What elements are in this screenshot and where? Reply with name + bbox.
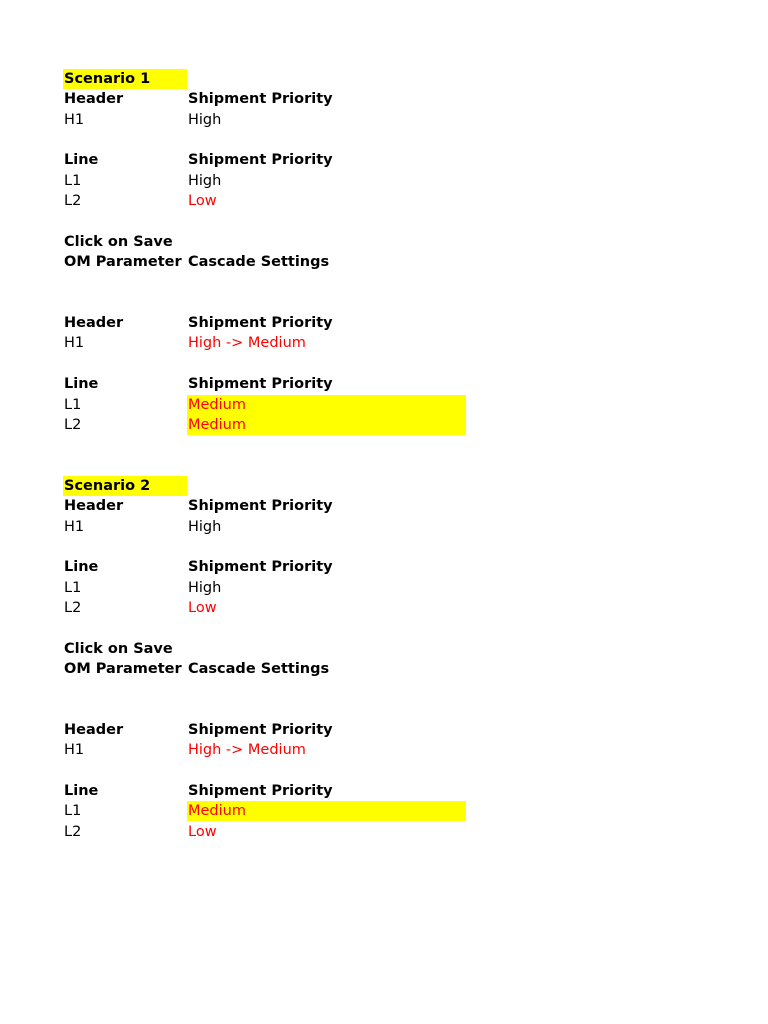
empty-row	[63, 700, 483, 720]
header-priority-cell[interactable]: High	[188, 518, 222, 535]
empty-row	[63, 618, 483, 638]
scenario-title-row	[63, 69, 483, 89]
scenario-title-row	[63, 476, 483, 496]
header-label[interactable]: Header	[64, 498, 124, 515]
header-priority-cell[interactable]: High	[188, 111, 222, 128]
line-id-cell[interactable]: L1	[64, 803, 82, 820]
om-parameter-label[interactable]: OM Parameter	[64, 660, 182, 677]
empty-row	[63, 761, 483, 781]
line-data-row	[63, 598, 483, 618]
line-label[interactable]: Line	[64, 559, 99, 576]
header-id-cell[interactable]: H1	[64, 518, 85, 535]
line-priority-cell[interactable]: Medium	[187, 415, 466, 435]
om-parameter-value[interactable]: Cascade Settings	[188, 254, 330, 271]
line-priority-cell[interactable]: High	[188, 579, 222, 596]
action-row	[63, 232, 483, 252]
line-id-cell[interactable]: L2	[64, 823, 82, 840]
line-id-cell[interactable]: L2	[64, 416, 82, 433]
om-parameter-label[interactable]: OM Parameter	[64, 254, 182, 271]
line-data-row	[63, 578, 483, 598]
line-id-cell[interactable]: L2	[64, 193, 82, 210]
line-column-row	[63, 557, 483, 577]
shipment-priority-label[interactable]: Shipment Priority	[188, 783, 333, 800]
header-priority-cell[interactable]: High -> Medium	[188, 335, 306, 352]
line-priority-cell[interactable]: Low	[188, 823, 217, 840]
action-text[interactable]: Click on Save	[64, 233, 173, 250]
action-text[interactable]: Click on Save	[64, 640, 173, 657]
header-data-row	[63, 333, 483, 353]
om-parameter-value[interactable]: Cascade Settings	[188, 660, 330, 677]
header-label[interactable]: Header	[64, 315, 124, 332]
header-label[interactable]: Header	[64, 722, 124, 738]
header-id-cell[interactable]: H1	[64, 111, 85, 128]
line-data-row	[63, 395, 483, 415]
line-id-cell[interactable]: L1	[64, 396, 82, 413]
line-data-row	[63, 822, 483, 842]
line-label[interactable]: Line	[64, 783, 99, 800]
header-column-row	[63, 89, 483, 109]
header-column-row	[63, 496, 483, 516]
empty-row	[63, 211, 483, 231]
line-column-row	[63, 781, 483, 801]
shipment-priority-label[interactable]: Shipment Priority	[188, 722, 333, 738]
empty-row	[63, 130, 483, 150]
line-priority-cell[interactable]: Medium	[187, 801, 466, 821]
shipment-priority-label[interactable]: Shipment Priority	[188, 559, 333, 576]
header-label[interactable]: Header	[64, 91, 124, 108]
header-data-row	[63, 110, 483, 130]
empty-row	[63, 456, 483, 476]
empty-row	[63, 354, 483, 374]
line-data-row	[63, 801, 483, 821]
header-id-cell[interactable]: H1	[64, 742, 85, 759]
empty-row	[63, 679, 483, 699]
line-id-cell[interactable]: L1	[64, 172, 82, 189]
spreadsheet	[63, 69, 483, 842]
scenario-2-title[interactable]: Scenario 2	[63, 476, 187, 496]
line-id-cell[interactable]: L1	[64, 579, 82, 596]
header-column-row	[63, 313, 483, 333]
line-data-row	[63, 191, 483, 211]
header-column-row	[63, 720, 483, 740]
shipment-priority-label[interactable]: Shipment Priority	[188, 91, 333, 108]
line-label[interactable]: Line	[64, 376, 99, 393]
header-priority-cell[interactable]: High -> Medium	[188, 742, 306, 759]
header-data-row	[63, 740, 483, 760]
line-column-row	[63, 150, 483, 170]
scenario-1-title[interactable]: Scenario 1	[63, 69, 187, 89]
line-priority-cell[interactable]: Low	[188, 193, 217, 210]
line-column-row	[63, 374, 483, 394]
line-label[interactable]: Line	[64, 152, 99, 169]
action-row	[63, 639, 483, 659]
empty-row	[63, 537, 483, 557]
parameter-row	[63, 659, 483, 679]
line-data-row	[63, 415, 483, 435]
empty-row	[63, 293, 483, 313]
shipment-priority-label[interactable]: Shipment Priority	[188, 498, 333, 515]
line-priority-cell[interactable]: Low	[188, 599, 217, 616]
empty-row	[63, 435, 483, 455]
shipment-priority-label[interactable]: Shipment Priority	[188, 315, 333, 332]
header-data-row	[63, 517, 483, 537]
parameter-row	[63, 252, 483, 272]
line-priority-cell[interactable]: Medium	[187, 395, 466, 415]
shipment-priority-label[interactable]: Shipment Priority	[188, 376, 333, 393]
empty-row	[63, 272, 483, 292]
header-id-cell[interactable]: H1	[64, 335, 85, 352]
line-priority-cell[interactable]: High	[188, 172, 222, 189]
shipment-priority-label[interactable]: Shipment Priority	[188, 152, 333, 169]
line-data-row	[63, 171, 483, 191]
line-id-cell[interactable]: L2	[64, 599, 82, 616]
